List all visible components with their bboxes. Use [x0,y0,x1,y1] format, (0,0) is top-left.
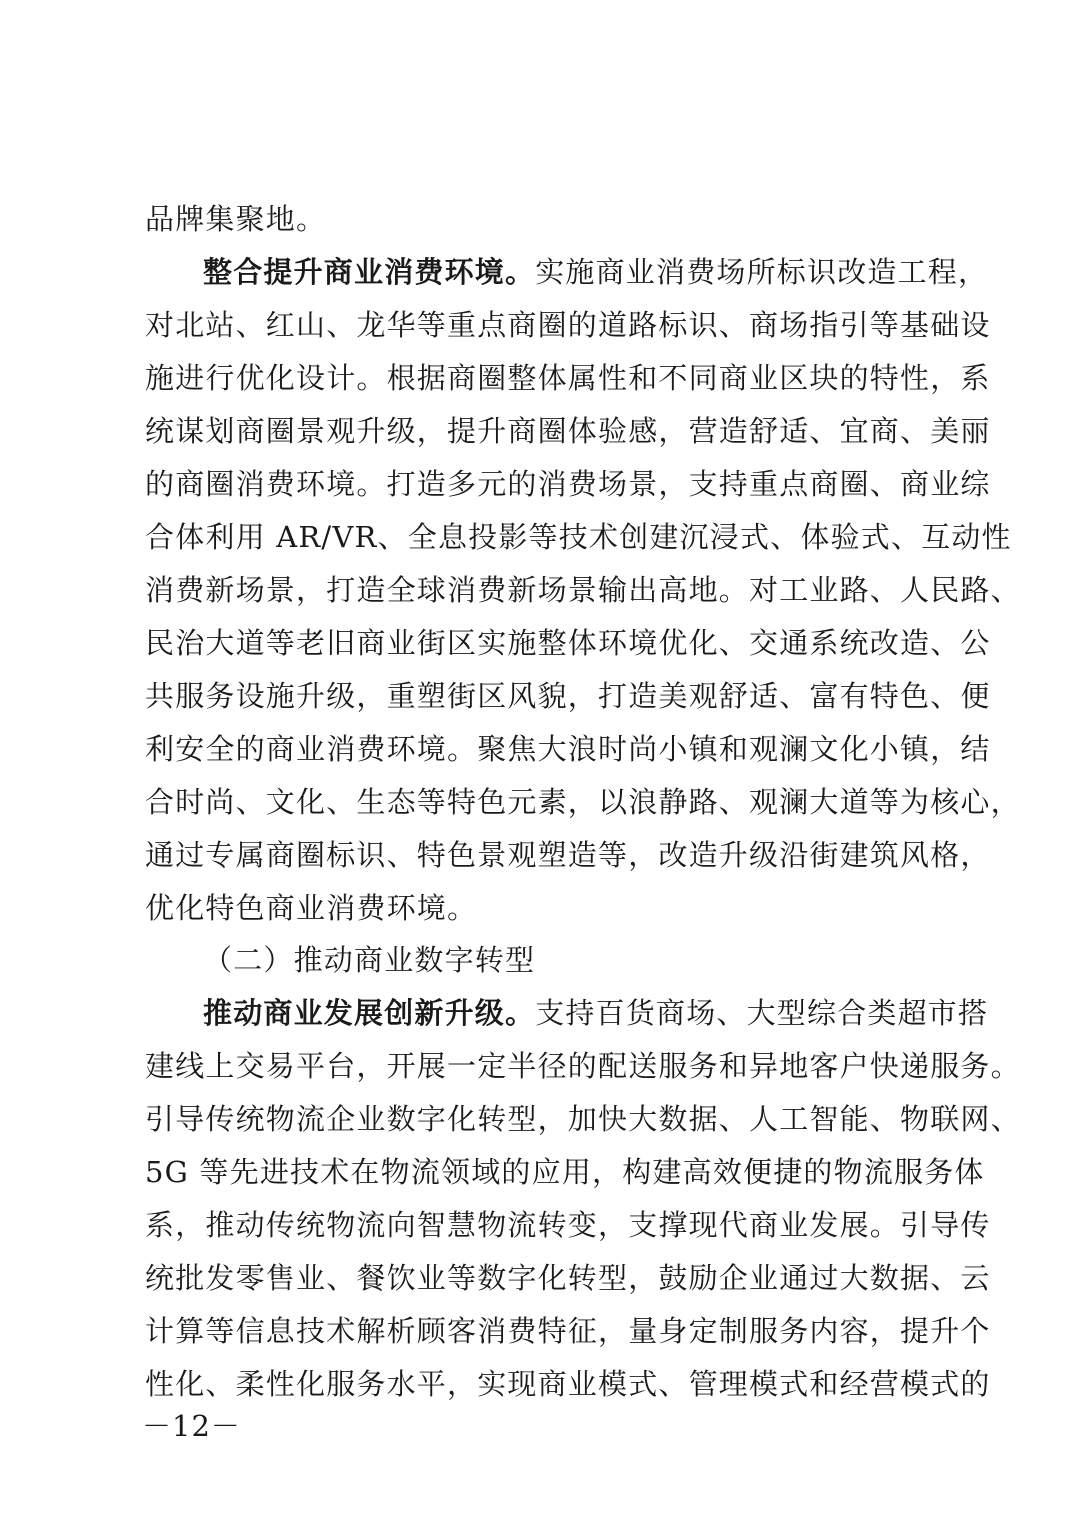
text-line: 系，推动传统物流向智慧物流转变，支撑现代商业发展。引导传 [145,1208,991,1242]
section-heading: （二）推动商业数字转型 [203,943,536,977]
paragraph-heading: 整合提升商业消费环境。 [203,255,536,289]
text-line: 计算等信息技术解析顾客消费特征，量身定制服务内容，提升个 [145,1314,991,1348]
text-line: 对北站、红山、龙华等重点商圈的道路标识、商场指引等基础设 [145,308,991,342]
text-line: 通过专属商圈标识、特色景观塑造等，改造升级沿街建筑风格， [145,838,991,872]
text-line: 消费新场景，打造全球消费新场景输出高地。对工业路、人民路、 [145,573,1021,607]
text-line: 建线上交易平台，开展一定半径的配送服务和异地客户快递服务。 [145,1049,1021,1083]
text-line: 共服务设施升级，重塑街区风貌，打造美观舒适、富有特色、便 [145,679,991,713]
text-run: 实施商业消费场所标识改造工程， [535,255,989,289]
paragraph-first-line [203,993,989,1033]
text-line: 民治大道等老旧商业街区实施整体环境优化、交通系统改造、公 [145,626,991,660]
text-line: 统谋划商圈景观升级，提升商圈体验感，营造舒适、宜商、美丽 [145,414,991,448]
paragraph-first-line [203,252,989,292]
text-line: 5G 等先进技术在物流领域的应用，构建高效便捷的物流服务体 [145,1155,985,1189]
text-line: 的商圈消费环境。打造多元的消费场景，支持重点商圈、商业综 [145,467,991,501]
text-line: 合时尚、文化、生态等特色元素，以浪静路、观澜大道等为核心， [145,785,1021,819]
text-line: 引导传统物流企业数字化转型，加快大数据、人工智能、物联网、 [145,1102,1021,1136]
text-line: 施进行优化设计。根据商圈整体属性和不同商业区块的特性，系 [145,361,991,395]
text-line: 利安全的商业消费环境。聚焦大浪时尚小镇和观澜文化小镇，结 [145,732,991,766]
text-line: 品牌集聚地。 [145,202,327,236]
text-line: 统批发零售业、餐饮业等数字化转型，鼓励企业通过大数据、云 [145,1261,991,1295]
text-line: 合体利用 AR/VR、全息投影等技术创建沉浸式、体验式、互动性 [145,520,1012,554]
text-line: 性化、柔性化服务水平，实现商业模式、管理模式和经营模式的 [145,1367,991,1401]
paragraph-heading: 推动商业发展创新升级。 [203,996,536,1030]
text-line: 优化特色商业消费环境。 [145,891,478,925]
page-number: －12－ [142,1409,241,1443]
text-run: 支持百货商场、大型综合类超市搭 [535,996,989,1030]
